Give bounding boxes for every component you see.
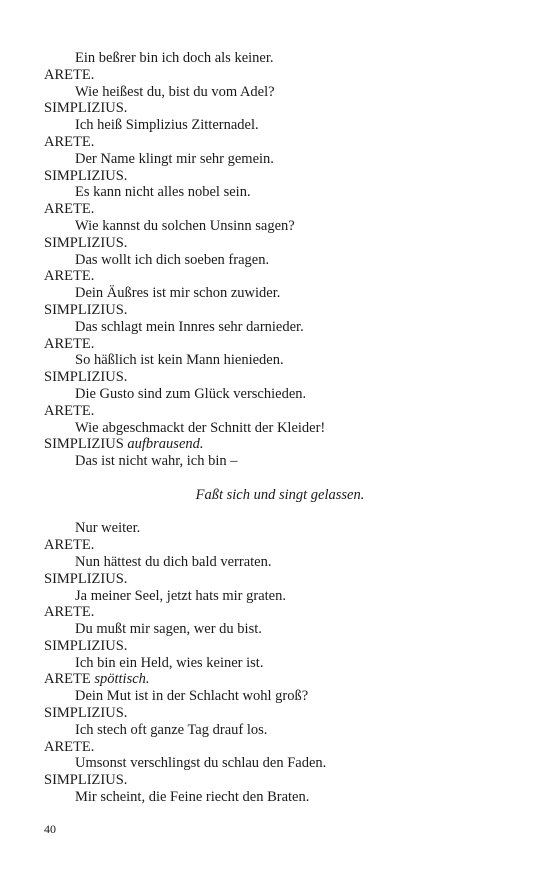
verse-line: Dein Äußres ist mir schon zuwider. <box>75 285 281 302</box>
blank-line <box>0 470 550 487</box>
verse-line: Ja meiner Seel, jetzt hats mir graten. <box>75 587 286 604</box>
blank-line <box>0 504 550 521</box>
verse-line: Wie abgeschmackt der Schnitt der Kleider! <box>75 419 326 436</box>
verse-line: Nur weiter. <box>75 520 141 537</box>
speaker-name <box>0 403 550 420</box>
verse-line: So häßlich ist kein Mann hienieden. <box>75 352 284 369</box>
speaker-label: SIMPLIZIUS. <box>44 234 128 251</box>
speaker-label: SIMPLIZIUS. <box>44 167 128 184</box>
stage-direction-inline: aufbrausend. <box>127 436 204 453</box>
speaker-label: SIMPLIZIUS <box>44 436 124 453</box>
speaker-name <box>0 201 550 218</box>
speaker-label: SIMPLIZIUS. <box>44 772 128 789</box>
speaker-label: ARETE. <box>44 402 95 419</box>
speaker-label: ARETE. <box>44 66 95 83</box>
speaker-label: SIMPLIZIUS. <box>44 100 128 117</box>
verse-line: Wie kannst du solchen Unsinn sagen? <box>75 217 295 234</box>
speaker-name <box>0 772 550 789</box>
speaker-label: SIMPLIZIUS. <box>44 301 128 318</box>
verse-line: Ich bin ein Held, wies keiner ist. <box>75 654 264 671</box>
speaker-label: ARETE. <box>44 268 95 285</box>
speaker-name <box>0 336 550 353</box>
verse-line: Ein beßrer bin ich doch als keiner. <box>75 50 274 66</box>
speaker-name <box>0 235 550 252</box>
speaker-label: ARETE. <box>44 201 95 218</box>
speaker-label: SIMPLIZIUS. <box>44 637 128 654</box>
speaker-name <box>0 302 550 319</box>
verse-line: Mir scheint, die Feine riecht den Braten. <box>75 789 310 806</box>
speaker-name <box>0 100 550 117</box>
speaker-name <box>0 571 550 588</box>
verse-line: Dein Mut ist in der Schlacht wohl groß? <box>75 688 309 705</box>
speaker-label: SIMPLIZIUS. <box>44 570 128 587</box>
verse-line: Es kann nicht alles nobel sein. <box>75 184 251 201</box>
speaker-label: ARETE. <box>44 335 95 352</box>
speaker-name <box>0 638 550 655</box>
verse-line: Nun hättest du dich bald verraten. <box>75 553 272 570</box>
verse-line: Das schlagt mein Innres sehr darnieder. <box>75 318 304 335</box>
speaker-label: ARETE <box>44 671 91 688</box>
page-number: 40 <box>44 822 56 836</box>
speaker-name <box>0 739 550 756</box>
speaker-label: ARETE. <box>44 133 95 150</box>
speaker-name <box>0 604 550 621</box>
verse-line: Die Gusto sind zum Glück verschieden. <box>75 385 307 402</box>
stage-direction: Faßt sich und singt gelassen. <box>195 486 365 503</box>
speaker-name <box>0 671 550 688</box>
speaker-name <box>0 705 550 722</box>
verse-line: Du mußt mir sagen, wer du bist. <box>75 621 262 638</box>
speaker-name <box>0 168 550 185</box>
speaker-name <box>0 436 550 453</box>
speaker-name <box>0 537 550 554</box>
speaker-name <box>0 134 550 151</box>
verse-line: Ich heiß Simplizius Zitternadel. <box>75 117 259 134</box>
verse-line: Der Name klingt mir sehr gemein. <box>75 150 274 167</box>
speaker-name <box>0 67 550 84</box>
speaker-label: SIMPLIZIUS. <box>44 705 128 722</box>
speaker-label: SIMPLIZIUS. <box>44 369 128 386</box>
speaker-label: ARETE. <box>44 604 95 621</box>
speaker-name <box>0 369 550 386</box>
verse-line: Das wollt ich dich soeben fragen. <box>75 251 270 268</box>
speaker-name <box>0 268 550 285</box>
speaker-label: ARETE. <box>44 738 95 755</box>
verse-line: Wie heißest du, bist du vom Adel? <box>75 83 275 100</box>
verse-line: Das ist nicht wahr, ich bin – <box>75 453 238 470</box>
play-text <box>0 50 550 806</box>
speaker-label: ARETE. <box>44 537 95 554</box>
verse-line: Ich stech oft ganze Tag drauf los. <box>75 721 268 738</box>
verse-line: Umsonst verschlingst du schlau den Faden. <box>75 755 327 772</box>
stage-direction-inline: spöttisch. <box>94 671 150 688</box>
